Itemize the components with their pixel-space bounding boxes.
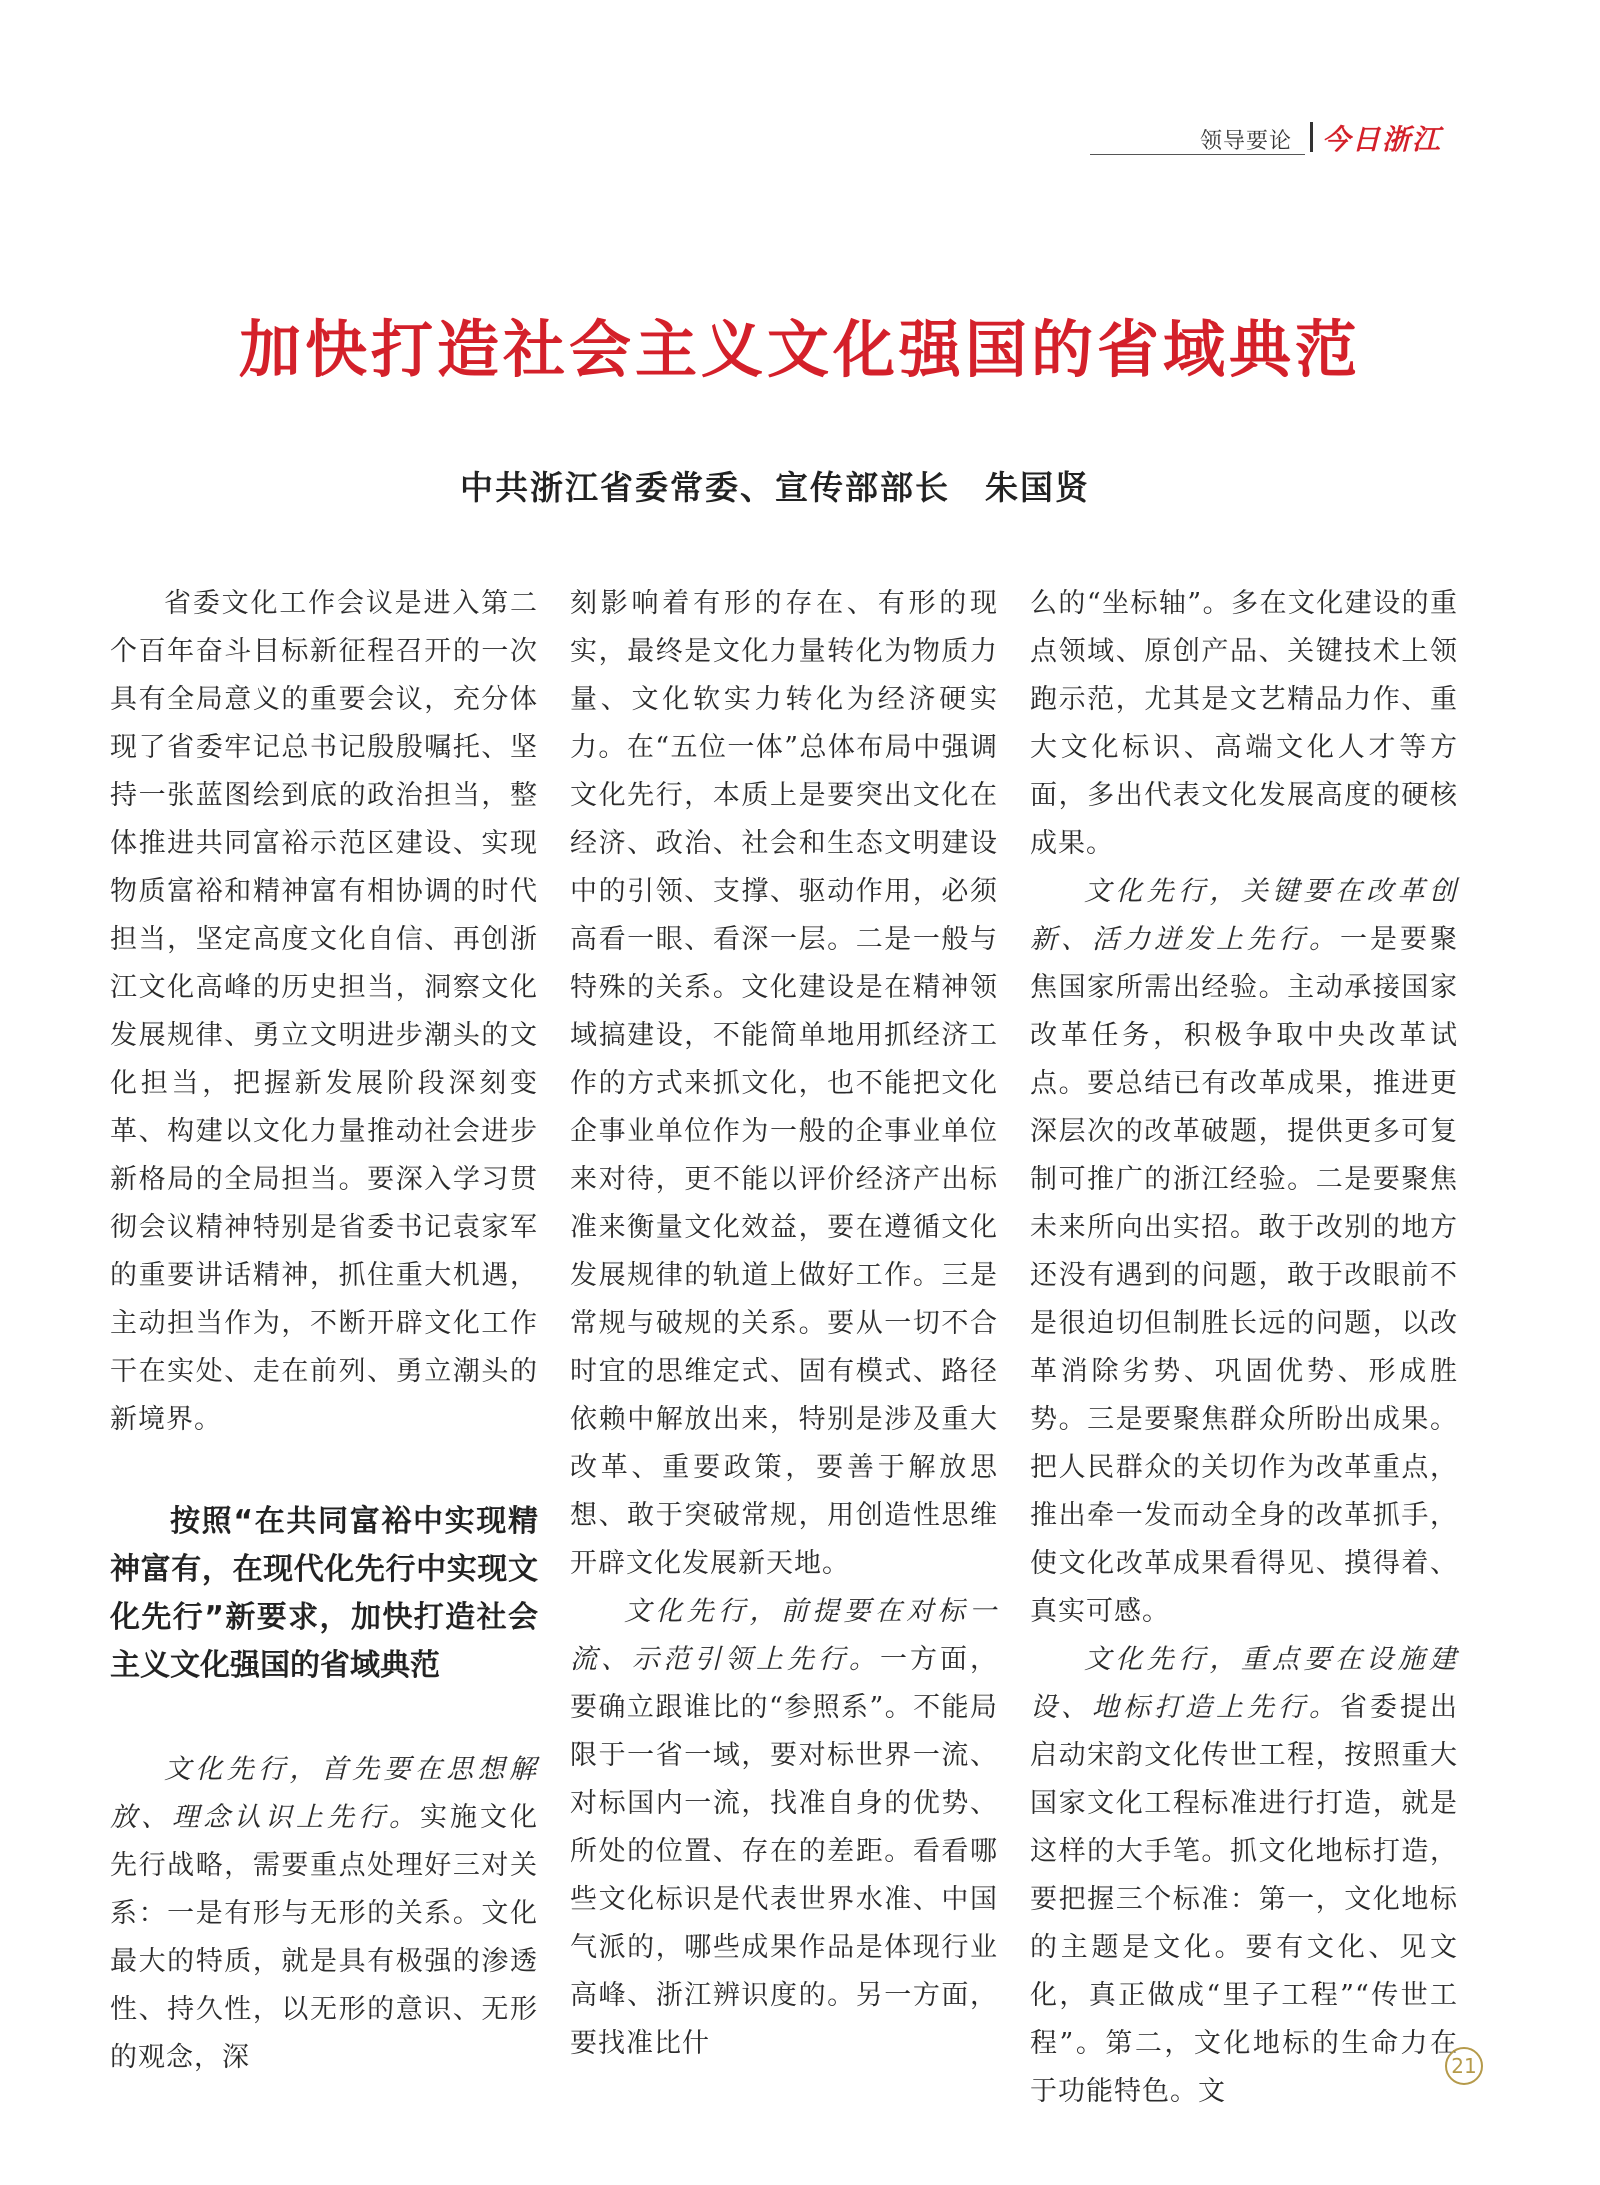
article-byline: 中共浙江省委常委、宣传部部长 朱国贤 [460,468,1090,507]
magazine-logo: 今日浙江 [1322,123,1443,156]
header-divider [1310,122,1313,152]
page-number: 21 [1445,2047,1483,2085]
section-label: 领导要论 [1200,129,1293,154]
paragraph: 刻影响着有形的存在、有形的现实，最终是文化力量转化为物质力量、文化软实力转化为经济硬实力。在“五位一体”总体布局中强调文化先行，本质上是要突出文化在经济、政治、社会和生态文明建设中的引领、支撑、驱动作用，必须高看一眼、看深一层。二是一般与特殊的关系。文化建设是在精神领域搞建设，不能简单地用抓经济工作的方式来抓文化，也不能把文化企事业单位作为一般的企事业单位来对待，更不能以评价经济产出标准来衡量文化效益，要在遵循文化发展规律的轨道上做好工作。三是常规与破规的关系。要从一切不合时宜的思维定式、固有模式、路径依赖中解放出来，特别是涉及重大改革、重要政策，要善于解放思想、敢于突破常规，用创造性思维开辟文化发展新天地。 [570,588,998,1579]
article-title: 加快打造社会主义文化强国的省域典范 [238,313,1361,386]
paragraph-lead: 文化先行，重点要在设施建设、地标打造上先行。 [1030,1644,1458,1723]
paragraph-lead: 文化先行，首先要在思想解放、理念认识上先行。 [110,1754,538,1833]
paragraph: 省委文化工作会议是进入第二个百年奋斗目标新征程召开的一次具有全局意义的重要会议，充分体现了省委牢记总书记殷殷嘱托、坚持一张蓝图绘到底的政治担当，整体推进共同富裕示范区建设、实现物质富裕和精神富有相协调的时代担当，坚定高度文化自信、再创浙江文化高峰的历史担当，洞察文化发展规律、勇立文明进步潮头的文化担当，把握新发展阶段深刻变革、构建以文化力量推动社会进步新格局的全局担当。要深入学习贯彻会议精神特别是省委书记袁家军的重要讲话精神，抓住重大机遇，主动担当作为，不断开辟文化工作干在实处、走在前列、勇立潮头的新境界。 [110,588,538,1435]
paragraph [1030,1636,1458,2116]
pull-quote: 按照“在共同富裕中实现精神富有，在现代化先行中实现文化先行”新要求，加快打造社会主义文化强国的省域典范 [110,1504,538,1683]
paragraph-text: 省委提出启动宋韵文化传世工程，按照重大国家文化工程标准进行打造，就是这样的大手笔。抓文化地标打造，要把握三个标准：第一，文化地标的主题是文化。要有文化、见文化，真正做成“里子工程”“传世工程”。第二，文化地标的生命力在于功能特色。文 [1030,1692,1458,2107]
paragraph-lead: 文化先行，关键要在改革创新、活力迸发上先行。 [1030,876,1458,955]
text-column-1 [110,580,538,2082]
paragraph-lead: 文化先行，前提要在对标一流、示范引领上先行。 [570,1596,998,1675]
paragraph [1030,868,1458,1636]
paragraph: 么的“坐标轴”。多在文化建设的重点领域、原创产品、关键技术上领跑示范，尤其是文艺精品力作、重大文化标识、高端文化人才等方面，多出代表文化发展高度的硬核成果。 [1030,588,1458,859]
text-column-3 [1030,580,1458,2116]
text-column-2 [570,580,998,2068]
paragraph-text: 一是要聚焦国家所需出经验。主动承接国家改革任务，积极争取中央改革试点。要总结已有改革成果，推进更深层次的改革破题，提供更多可复制可推广的浙江经验。二是要聚焦未来所向出实招。敢于改别的地方还没有遇到的问题，敢于改眼前不是很迫切但制胜长远的问题，以改革消除劣势、巩固优势、形成胜势。三是要聚焦群众所盼出成果。把人民群众的关切作为改革重点，推出牵一发而动全身的改革抓手，使文化改革成果看得见、摸得着、真实可感。 [1030,924,1458,1627]
paragraph [570,1588,998,2068]
paragraph-text: 实施文化先行战略，需要重点处理好三对关系：一是有形与无形的关系。文化最大的特质，就是具有极强的渗透性、持久性，以无形的意识、无形的观念，深 [110,1802,538,2073]
paragraph-text: 一方面，要确立跟谁比的“参照系”。不能局限于一省一域，要对标世界一流、对标国内一流，找准自身的优势、所处的位置、存在的差距。看看哪些文化标识是代表世界水准、中国气派的，哪些成果作品是体现行业高峰、浙江辨识度的。另一方面，要找准比什 [570,1644,998,2059]
paragraph [110,1746,538,2082]
